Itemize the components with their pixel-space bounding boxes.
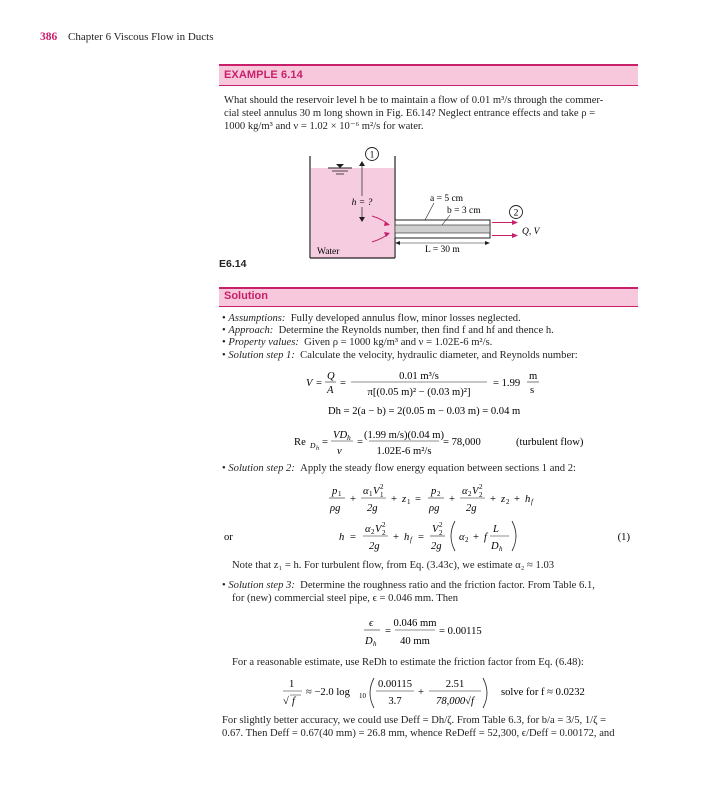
svg-text:2: 2 (380, 483, 384, 491)
velocity-unit-den: s (530, 385, 535, 396)
svg-text:2: 2 (439, 529, 443, 537)
svg-text:f: f (531, 498, 533, 506)
svg-text:1: 1 (369, 490, 373, 498)
svg-text:2: 2 (479, 483, 483, 491)
svg-text:D: D (365, 636, 373, 647)
bullet-key: Assumptions: (228, 313, 286, 324)
question-line: What should the reservoir level h be to maintain a flow of 0.01 m³/s through the commer- (224, 95, 604, 106)
a-leader-line (425, 203, 434, 220)
step-3-continued: for (new) commercial steel pipe, ϵ = 0.046 mm. Then (232, 593, 458, 604)
length-arrow-left-icon (395, 241, 400, 245)
figure-e6-14 (300, 140, 560, 265)
log-base: 10 (359, 692, 366, 700)
last-paragraph (222, 715, 642, 740)
friction-factor-equation (219, 672, 639, 717)
svg-text:2: 2 (468, 490, 472, 498)
section-2-label: 2 (513, 208, 519, 219)
bullet-text: Determine the roughness ratio and the friction factor. From Table 6.1, (300, 580, 595, 591)
length-label: L = 30 m (425, 245, 460, 255)
figure-label: E6.14 (219, 258, 247, 270)
svg-text:V: V (373, 486, 380, 497)
svg-text:=: = (357, 437, 363, 448)
solution-bottom-rule (219, 306, 638, 307)
b-label: b = 3 cm (447, 206, 481, 216)
colebrook-term2-num: 2.51 (445, 679, 465, 690)
svg-text:1: 1 (380, 491, 384, 499)
reynolds-result: = 78,000 (443, 437, 481, 448)
colebrook-term1-den: 3.7 (388, 696, 402, 707)
roughness-denominator: 40 mm (400, 636, 430, 647)
bullet-property-values: • Property values: Given ρ = 1000 kg/m³ and ν = 1.02E-6 m²/s. (222, 337, 493, 348)
colebrook-term1-num: 0.00115 (377, 679, 413, 690)
svg-text:ν: ν (337, 446, 342, 457)
svg-text:z: z (402, 494, 407, 505)
svg-text:=: = (316, 378, 322, 389)
bullet-text: Given ρ = 1000 kg/m³ and ν = 1.02E-6 m²/s. (304, 337, 493, 348)
svg-text:2: 2 (382, 529, 386, 537)
svg-text:V: V (375, 524, 382, 535)
velocity-result: = 1.99 (493, 378, 521, 389)
bullet-key: Solution step 2: (228, 463, 295, 474)
svg-text:D: D (491, 541, 499, 552)
page-number: 386 (40, 31, 58, 43)
velocity-equation (306, 371, 539, 398)
svg-text:α: α (462, 486, 468, 497)
svg-text:2: 2 (506, 498, 510, 506)
svg-text:f: f (292, 696, 295, 707)
svg-text:+: + (418, 687, 424, 698)
svg-text:1: 1 (338, 490, 342, 498)
svg-text:VD: VD (333, 430, 348, 441)
question-line: cial steel annulus 30 m long shown in Fig. E6.14? Neglect entrance effects and take ρ = (224, 108, 596, 120)
annulus-inner-rod (395, 225, 490, 233)
reynolds-equation (294, 430, 584, 457)
bullet-text: Apply the steady flow energy equation between sections 1 and 2: (300, 463, 576, 474)
svg-text:Q: Q (327, 371, 335, 382)
svg-text:2g: 2g (431, 541, 442, 552)
svg-text:h: h (525, 494, 531, 505)
svg-text:+: + (393, 532, 399, 543)
example-label: EXAMPLE 6.14 (224, 69, 303, 81)
water-label: Water (317, 247, 340, 257)
svg-text:=: = (340, 378, 346, 389)
svg-text:α: α (365, 524, 371, 535)
svg-text:2: 2 (479, 491, 483, 499)
bullet-text: Fully developed annulus flow, minor losses neglected. (290, 313, 521, 324)
svg-text:+: + (473, 532, 479, 543)
svg-text:h: h (339, 532, 345, 543)
roughness-numerator: 0.046 mm (393, 618, 437, 629)
a-label: a = 5 cm (430, 194, 464, 204)
svg-text:+: + (449, 494, 455, 505)
last-line: For slightly better accuracy, we could use Deff = Dh/ζ. From Table 6.3, for b/a = 3/5, 1/ζ = (222, 715, 607, 726)
svg-text:h: h (347, 433, 351, 442)
bullet-key: Solution step 3: (228, 580, 295, 591)
svg-text:h: h (499, 545, 503, 553)
roughness-equation (364, 618, 482, 648)
reynolds-note: (turbulent flow) (516, 437, 584, 448)
svg-text:=: = (418, 532, 424, 543)
svg-text:f: f (410, 536, 412, 544)
velocity-unit-num: m (529, 371, 538, 382)
svg-text:ρg: ρg (330, 503, 341, 514)
h-label: h = ? (351, 198, 373, 208)
svg-text:h: h (404, 532, 410, 543)
h-equation (339, 521, 516, 553)
svg-text:+: + (514, 494, 520, 505)
svg-text:1: 1 (407, 498, 411, 506)
outflow-arrowhead-upper-icon (512, 220, 518, 225)
svg-text:2: 2 (382, 521, 386, 529)
svg-text:1: 1 (289, 679, 295, 690)
log-prefix: ≈ −2.0 log (306, 687, 350, 698)
svg-text:D: D (310, 441, 316, 450)
velocity-numerator: 0.01 m³/s (399, 371, 439, 382)
chapter-title: Chapter 6 Viscous Flow in Ducts (68, 31, 214, 43)
svg-text:2: 2 (437, 490, 441, 498)
svg-text:p: p (431, 486, 437, 497)
svg-text:2: 2 (371, 528, 375, 536)
svg-text:h: h (316, 446, 319, 452)
svg-text:V: V (472, 486, 479, 497)
svg-text:ϵ: ϵ (369, 618, 374, 629)
energy-equations (219, 475, 639, 565)
svg-text:ρg: ρg (429, 503, 440, 514)
equation-number: (1) (617, 532, 630, 543)
outflow-arrowhead-lower-icon (512, 233, 518, 238)
svg-text:h: h (373, 640, 377, 648)
bullet-step-2: • Solution step 2: Apply the steady flow energy equation between sections 1 and 2: (222, 463, 576, 474)
bullet-key: Approach: (228, 325, 274, 336)
bullet-key: Solution step 1: (228, 350, 295, 361)
svg-text:=: = (350, 532, 356, 543)
section-1-label: 1 (369, 150, 375, 161)
reservoir-water (311, 168, 394, 258)
bullet-approach: • Approach: Determine the Reynolds number, then find f and hf and thence h. (222, 325, 554, 336)
colebrook-term2-den: 78,000√f (436, 696, 474, 707)
energy-equation (329, 483, 534, 514)
bullet-step-1: • Solution step 1: Calculate the velocity, hydraulic diameter, and Reynolds number: (222, 350, 578, 361)
svg-text:=: = (415, 494, 421, 505)
or-word: or (224, 532, 233, 543)
svg-text:L: L (493, 524, 499, 535)
friction-solve: solve for f ≈ 0.0232 (501, 687, 585, 698)
h-arrow-top-icon (359, 161, 365, 166)
svg-text:√: √ (283, 696, 289, 707)
bullet-text: Calculate the velocity, hydraulic diameter, and Reynolds number: (300, 350, 578, 361)
svg-text:f: f (484, 532, 487, 543)
length-arrow-right-icon (485, 241, 490, 245)
svg-text:α: α (459, 532, 465, 543)
solution-label: Solution (224, 290, 268, 302)
colebrook-equation (283, 678, 585, 708)
svg-text:V: V (306, 378, 313, 389)
svg-text:2g: 2g (367, 503, 378, 514)
roughness-result: = 0.00115 (439, 626, 482, 637)
velocity-denominator: π[(0.05 m)² − (0.03 m)²] (367, 387, 471, 398)
solution-header-bar (219, 289, 638, 306)
note-alpha: Note that z₁ = h. For turbulent flow, from Eq. (3.43c), we estimate α₂ ≈ 1.03 (232, 560, 555, 571)
last-line: 0.67. Then Deff = 0.67(40 mm) = 26.8 mm, whence ReDeff = 52,300, ϵ/Deff = 0.00172, and (222, 727, 615, 739)
hydraulic-diameter-eq: Dh = 2(a − b) = 2(0.05 m − 0.03 m) = 0.04 m (328, 406, 521, 417)
svg-text:=: = (385, 626, 391, 637)
reasonable-estimate: For a reasonable estimate, use ReDh to estimate the friction factor from Eq. (6.48): (232, 657, 584, 668)
svg-text:2g: 2g (369, 541, 380, 552)
bullet-text: Determine the Reynolds number, then find f and hf and thence h. (278, 325, 554, 336)
svg-text:2: 2 (439, 521, 443, 529)
svg-text:+: + (391, 494, 397, 505)
reynolds-denominator: 1.02E-6 m²/s (376, 446, 432, 457)
reynolds-numerator: (1.99 m/s)(0.04 m) (363, 430, 445, 441)
example-bottom-rule (219, 85, 638, 86)
svg-text:V: V (432, 524, 439, 535)
bullet-step-3: • Solution step 3: Determine the roughness ratio and the friction factor. From Table 6.1, (222, 580, 595, 591)
question-line: 1000 kg/m³ and ν = 1.02 × 10⁻⁶ m²/s for water. (224, 121, 424, 133)
svg-text:α: α (363, 486, 369, 497)
svg-text:p: p (332, 486, 338, 497)
svg-text:z: z (501, 494, 506, 505)
svg-text:2g: 2g (466, 503, 477, 514)
svg-text:2: 2 (465, 536, 469, 544)
svg-text:+: + (490, 494, 496, 505)
svg-text:Re: Re (294, 437, 306, 448)
bullet-assumptions: • Assumptions: Fully developed annulus flow, minor losses neglected. (222, 313, 521, 324)
svg-text:+: + (350, 494, 356, 505)
bullet-key: Property values: (228, 337, 299, 348)
example-question (224, 94, 638, 134)
svg-text:A: A (327, 385, 334, 396)
qv-label: Q, V (522, 227, 540, 237)
svg-text:=: = (322, 437, 328, 448)
